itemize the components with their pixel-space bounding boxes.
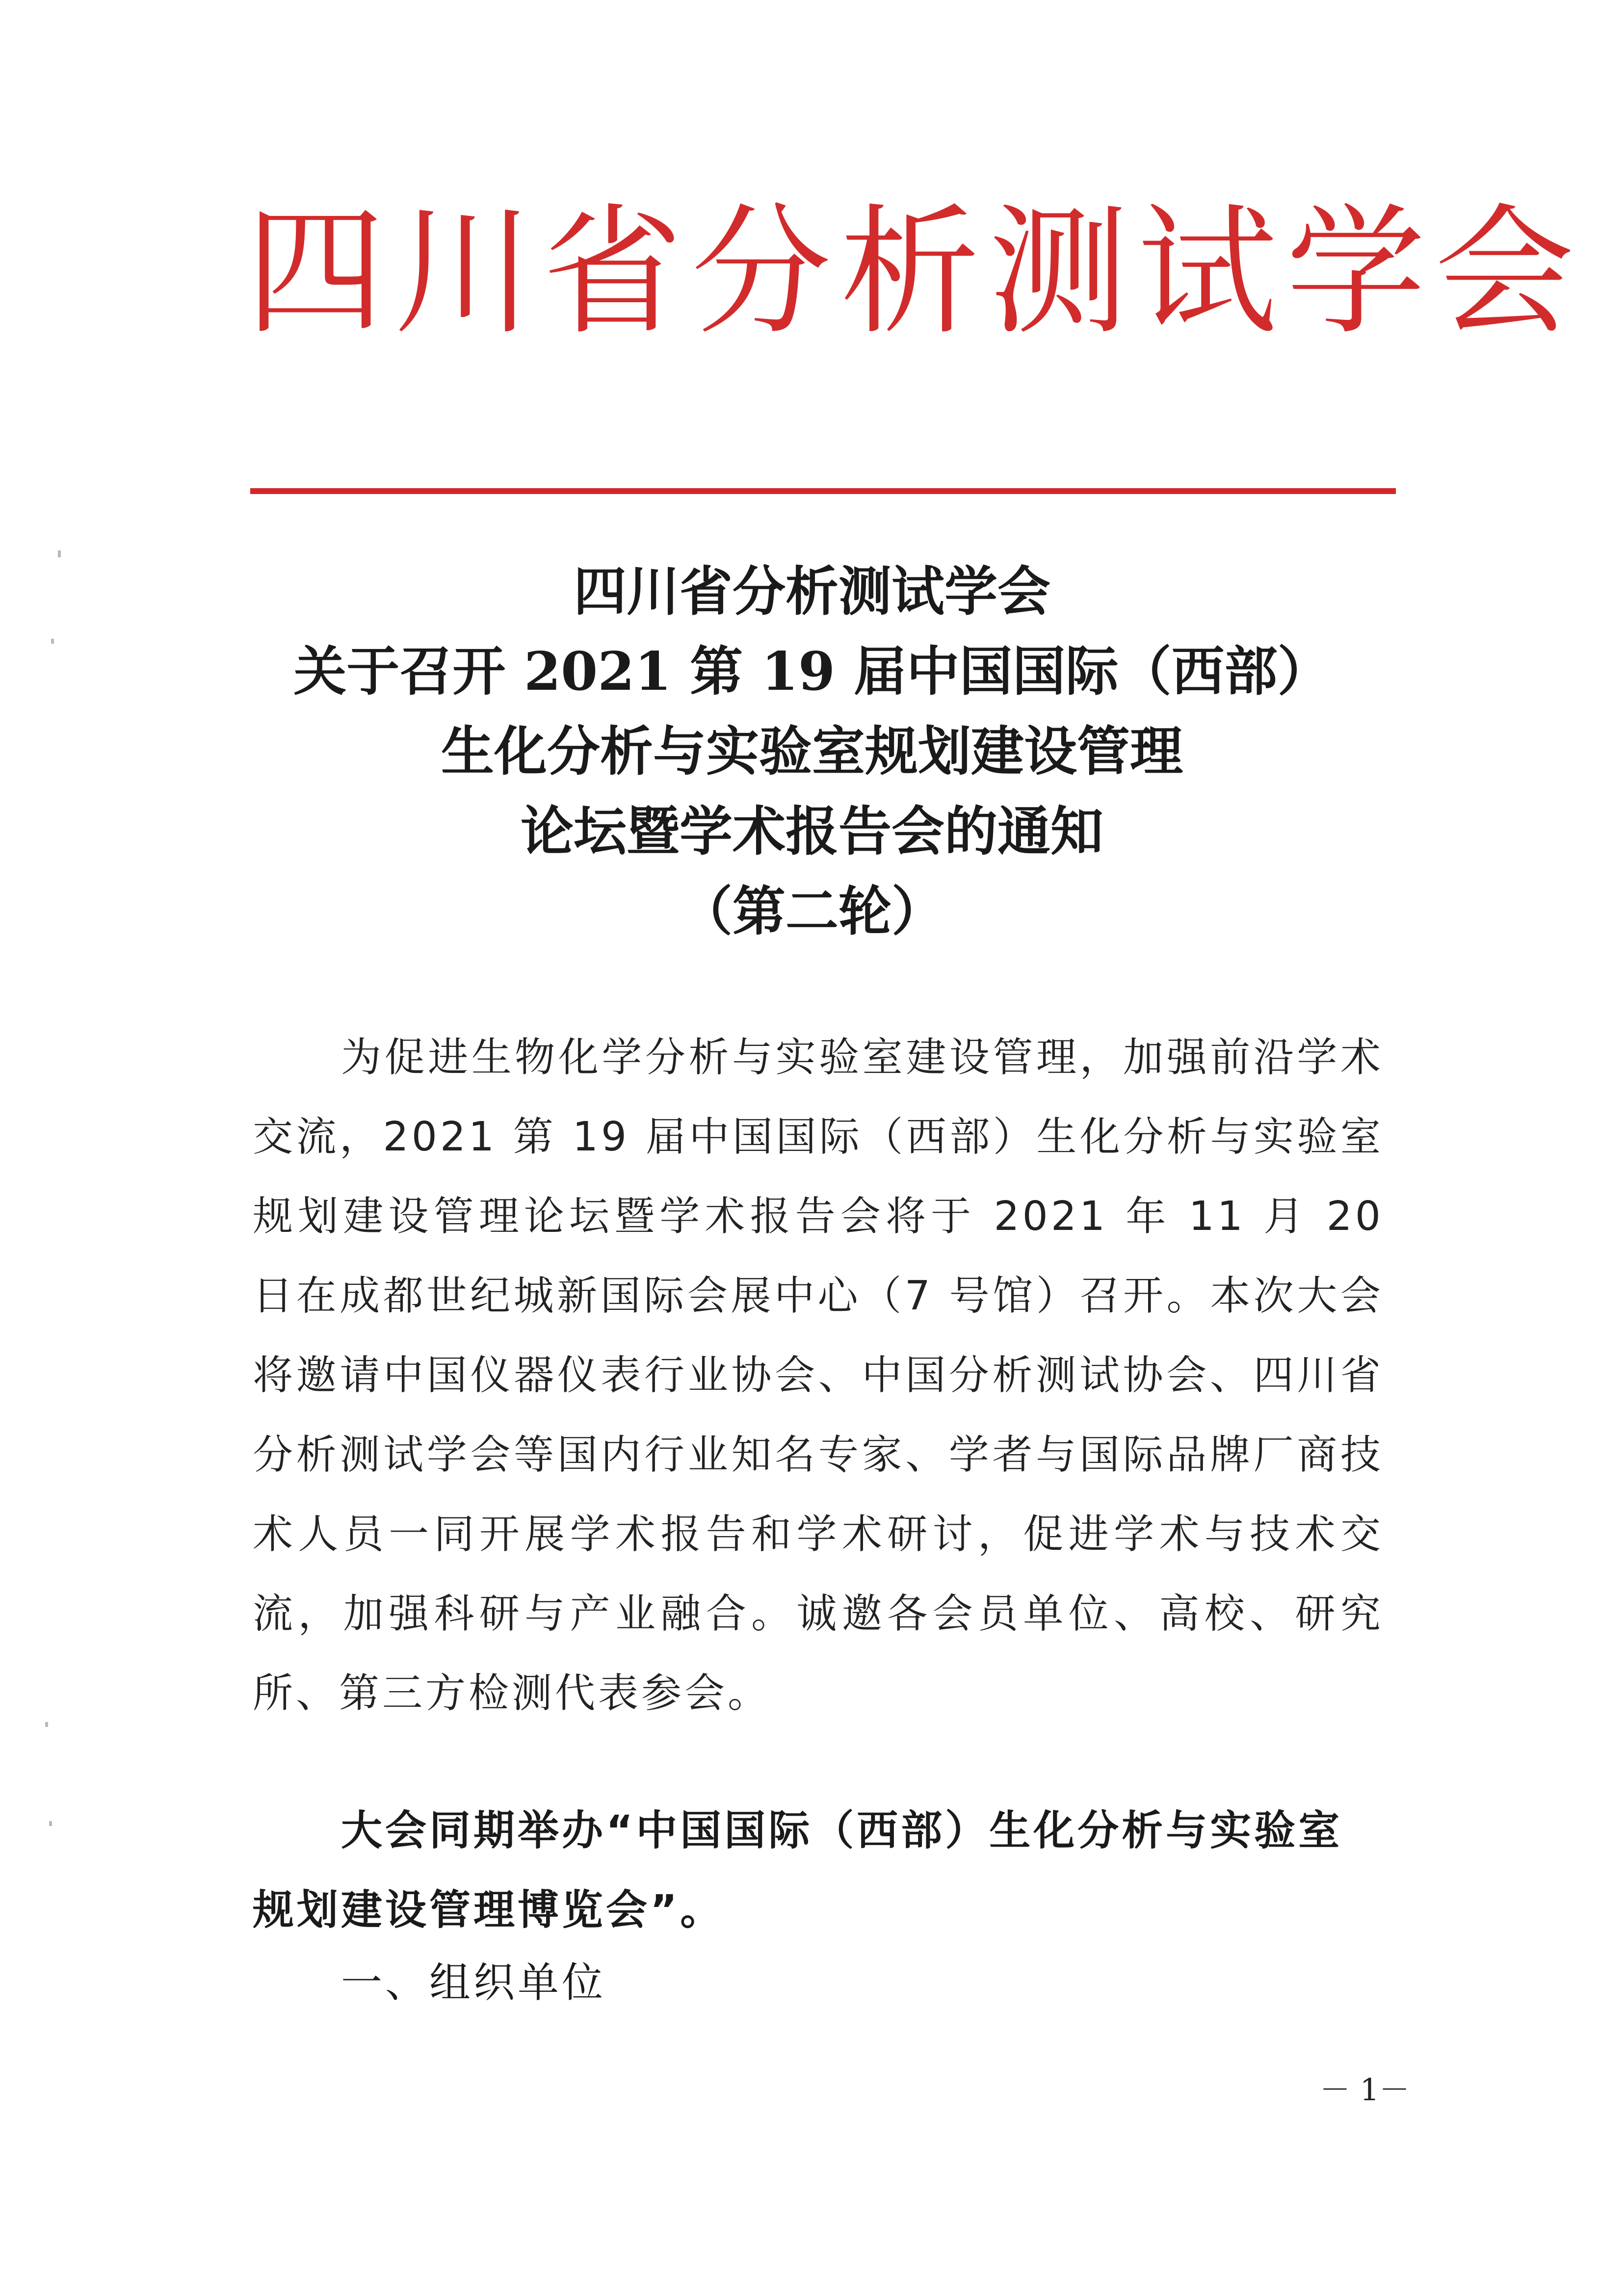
section-heading-organizers: 一、组织单位: [341, 1958, 606, 2007]
scan-speck: [49, 1821, 52, 1826]
scan-speck: [58, 550, 61, 557]
body-content: [253, 1018, 1384, 1733]
title-line-2: 关于召开 2021 第 19 届中国国际（西部）: [293, 641, 1331, 703]
letterhead-title: 四川省分析测试学会: [245, 191, 1583, 354]
intro-paragraph: 为促进生物化学分析与实验室建设管理，加强前沿学术交流，2021 第 19 届中国国际（西部）生化分析与实验室规划建设管理论坛暨学术报告会将于 2021 年 11 月 20 日在成都世纪城新国际会展中心（7 号馆）召开。本次大会将邀请中国仪器仪表行业协会、中国分析测试协会、四川省分析测试学会等国内行业知名专家、学者与国际品牌厂商技术人员一同开展学术报告和学术研讨，促进学术与技术交流，加强科研与产业融合。诚邀各会员单位、高校、研究所、第三方检测代表参会。: [253, 1034, 1384, 1717]
title-line-4: 论坛暨学术报告会的通知: [520, 801, 1103, 862]
page-number: － 1－: [1320, 2072, 1410, 2108]
scan-speck: [45, 1722, 48, 1727]
letterhead-red-rule: [250, 488, 1396, 494]
title-line-3: 生化分析与实验室规划建设管理: [441, 721, 1183, 783]
title-line-1: 四川省分析测试学会: [573, 561, 1050, 623]
document-title: [147, 552, 1477, 952]
exhibition-paragraph: 大会同期举办“中国国际（西部）生化分析与实验室规划建设管理博览会”。: [253, 1806, 1343, 1934]
scan-speck: [51, 639, 54, 644]
title-line-5: （第二轮）: [679, 881, 944, 942]
